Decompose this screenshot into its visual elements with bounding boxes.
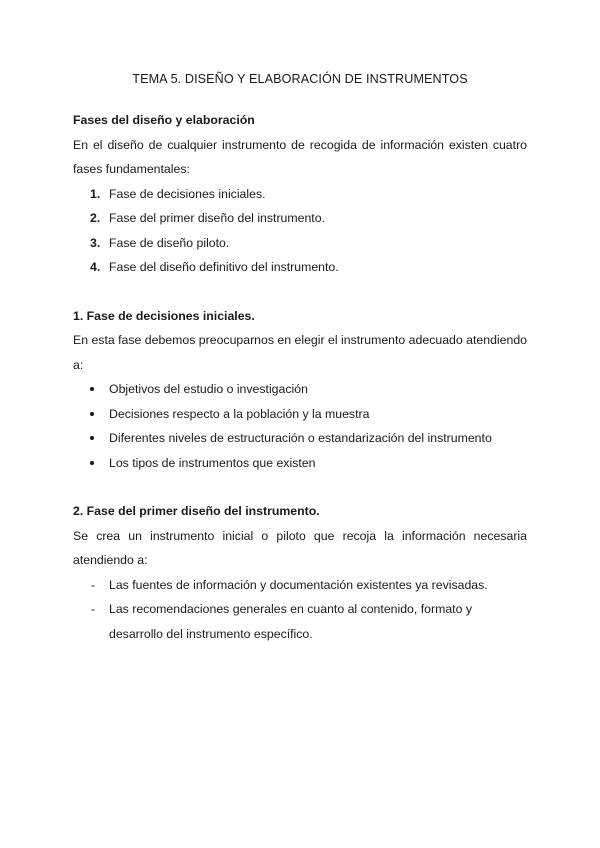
list-item <box>73 255 527 280</box>
section1-heading: 1. Fase de decisiones iniciales. <box>73 308 255 323</box>
bullet-icon <box>90 436 94 440</box>
list-item-text: Decisiones respecto a la población y la muestra <box>109 406 370 421</box>
list-item-text: Las fuentes de información y documentación existentes ya revisadas. <box>109 577 488 592</box>
list-item-text: Objetivos del estudio o investigación <box>109 382 308 396</box>
spacer <box>73 280 527 304</box>
list-item <box>73 231 527 256</box>
bullet-icon <box>90 412 94 416</box>
list-item <box>73 402 527 427</box>
list-number: 1. <box>90 186 101 201</box>
document-title: TEMA 5. DISEÑO Y ELABORACIÓN DE INSTRUMENTOS <box>132 72 468 86</box>
list-item-text: Los tipos de instrumentos que existen <box>109 455 316 470</box>
intro-paragraph: En el diseño de cualquier instrumento de recogida de información existen cuatro fases fundamentales: <box>73 137 527 176</box>
intro-heading: Fases del diseño y elaboración <box>73 113 255 127</box>
list-item-text: Diferentes niveles de estructuración o estandarización del instrumento <box>109 431 492 445</box>
section2-dash-list <box>73 573 527 647</box>
section1-paragraph: En esta fase debemos preocuparnos en elegir el instrumento adecuado atendiendo a: <box>73 333 527 372</box>
list-item-text: Fase del primer diseño del instrumento. <box>109 211 325 225</box>
list-item <box>73 451 527 476</box>
phases-list <box>73 182 527 280</box>
list-item-text: Las recomendaciones generales en cuanto al contenido, formato y desarrollo del instrumento específico. <box>109 602 472 641</box>
list-item <box>73 377 527 402</box>
list-item <box>73 597 527 646</box>
list-item <box>73 206 527 231</box>
list-item-text: Fase de decisiones iniciales. <box>109 186 266 201</box>
list-item-text: Fase de diseño piloto. <box>109 235 230 250</box>
bullet-icon <box>90 387 94 391</box>
bullet-icon <box>90 461 94 465</box>
list-item <box>73 182 527 207</box>
dash-marker: - <box>91 577 96 592</box>
section1-bullet-list <box>73 377 527 475</box>
list-number: 3. <box>90 235 101 250</box>
list-item-text: Fase del diseño definitivo del instrumento. <box>109 260 339 274</box>
list-number: 2. <box>90 211 101 225</box>
list-number: 4. <box>90 260 101 274</box>
spacer <box>73 475 527 499</box>
list-item <box>73 426 527 451</box>
document-body <box>73 108 527 646</box>
dash-marker: - <box>91 602 96 616</box>
list-item <box>73 573 527 598</box>
section2-heading: 2. Fase del primer diseño del instrumento. <box>73 504 320 518</box>
section2-paragraph: Se crea un instrumento inicial o piloto que recoja la información necesaria atendiendo a: <box>73 528 527 567</box>
